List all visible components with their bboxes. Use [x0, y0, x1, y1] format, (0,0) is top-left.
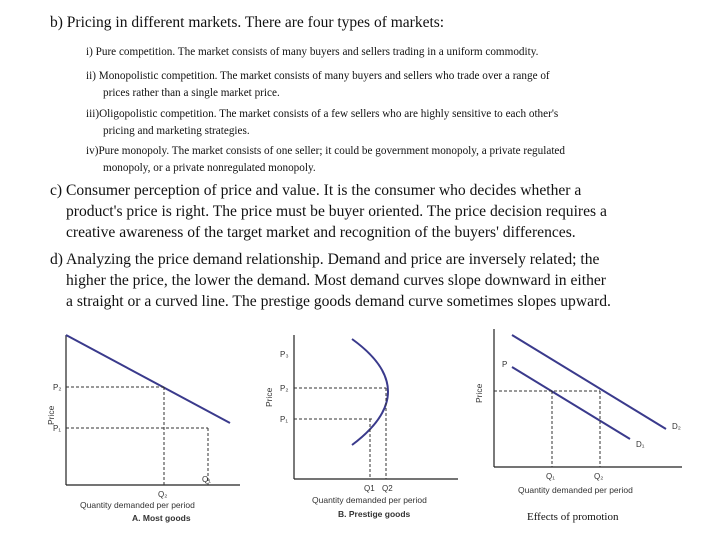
tick-q2: Q₂ — [158, 490, 168, 499]
item-text: Pure monopoly. The market consists of one seller; it could be government monopoly, a private regulated — [98, 145, 565, 157]
tick-p: P — [502, 360, 508, 369]
list-item-i — [86, 44, 538, 61]
section-c-line2: product's price is right. The price must be buyer oriented. The price decision requires a — [66, 203, 607, 220]
tick-p2: P₂ — [280, 384, 289, 393]
section-d — [50, 249, 611, 312]
section-d-line3: a straight or a curved line. The prestige goods demand curve sometimes slopes upward. — [66, 293, 611, 310]
section-c-line3: creative awareness of the target market and recognition of the buyers' differences. — [66, 224, 576, 241]
y-axis-label: Price — [46, 405, 56, 425]
item-number: i) — [86, 46, 93, 58]
demand-curve — [66, 335, 230, 423]
label-d1: D₁ — [636, 440, 645, 449]
x-axis-label: Quantity demanded per period — [518, 485, 633, 495]
tick-q2: Q₂ — [594, 472, 604, 481]
tick-q1: Q₁ — [546, 472, 555, 481]
tick-q1: Q₁ — [202, 475, 211, 484]
y-axis-label: Price — [474, 383, 484, 403]
item-number: iv) — [86, 145, 99, 157]
item-text-cont: pricing and marketing strategies. — [103, 125, 250, 137]
section-c-line1: c) Consumer perception of price and value. It is the consumer who decides whether a — [50, 182, 582, 199]
tick-p1: P₁ — [53, 424, 62, 433]
item-text: Oligopolistic competition. The market consists of a few sellers who are highly sensitive to each other's — [99, 108, 559, 120]
demand-curve-d1 — [512, 367, 630, 439]
item-text: Monopolistic competition. The market consists of many buyers and sellers who trade over a range of — [98, 70, 550, 82]
section-d-line1: d) Analyzing the price demand relationship. Demand and price are inversely related; the — [50, 251, 600, 268]
label-d2: D₂ — [672, 422, 681, 431]
chart-caption: B. Prestige goods — [338, 509, 411, 519]
list-item-iii — [86, 106, 558, 140]
section-d-line2: higher the price, the lower the demand. Most demand curves slope downward in either — [66, 272, 606, 289]
chart-prestige-goods — [258, 327, 468, 527]
item-text: Pure competition. The market consists of many buyers and sellers trading in a uniform commodity. — [95, 46, 539, 58]
x-axis-label: Quantity demanded per period — [80, 500, 195, 510]
chart-caption-effects: Effects of promotion — [527, 511, 619, 523]
chart-effects-of-promotion — [470, 327, 710, 502]
chart-most-goods — [40, 327, 250, 527]
item-text-cont: monopoly, or a private nonregulated monopoly. — [103, 162, 316, 174]
list-item-ii — [86, 68, 550, 102]
x-axis-label: Quantity demanded per period — [312, 495, 427, 505]
chart-caption: A. Most goods — [132, 513, 191, 523]
section-b-heading: b) Pricing in different markets. There are four types of markets: — [50, 14, 445, 31]
list-item-iv — [86, 143, 565, 177]
item-text-cont: prices rather than a single market price. — [103, 87, 280, 99]
tick-q2: Q2 — [382, 484, 393, 493]
tick-p3: P₃ — [280, 350, 289, 359]
tick-p2: P₂ — [53, 383, 62, 392]
section-c — [50, 180, 607, 243]
tick-p1: P₁ — [280, 415, 289, 424]
item-number: iii) — [86, 108, 100, 120]
y-axis-label: Price — [264, 387, 274, 407]
item-number: ii) — [86, 70, 96, 82]
tick-q1: Q1 — [364, 484, 375, 493]
